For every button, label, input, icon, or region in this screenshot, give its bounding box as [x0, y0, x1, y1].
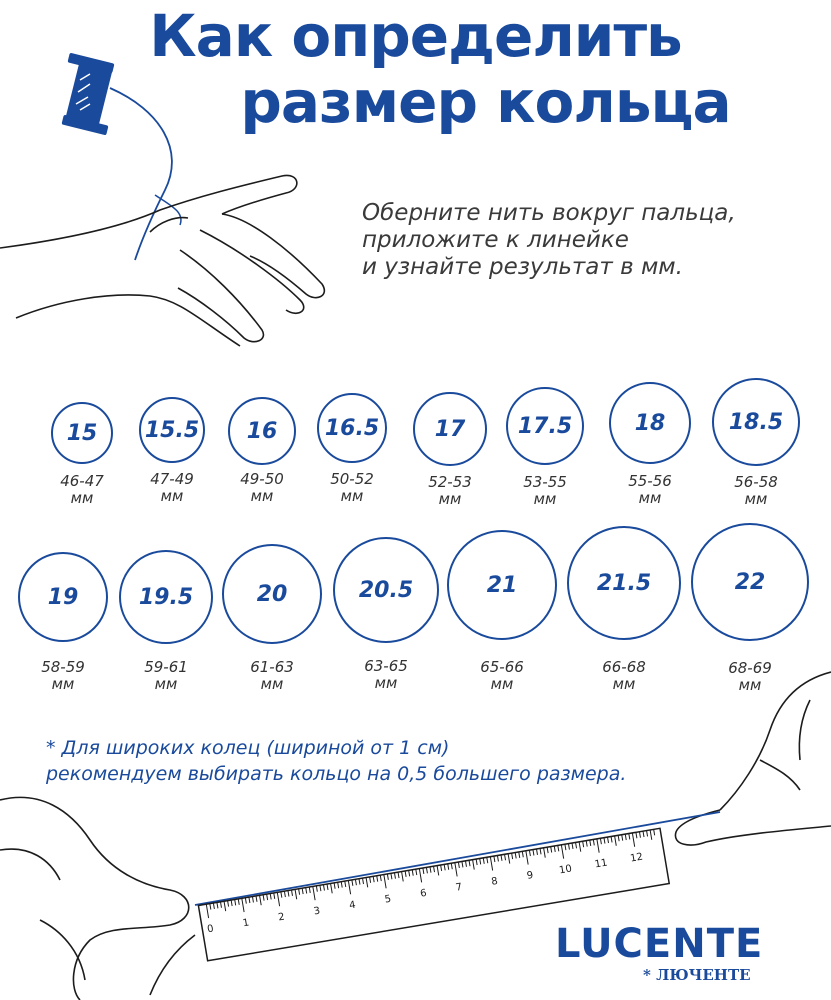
- size-unit: мм: [260, 675, 284, 693]
- ruler-number: 3: [312, 905, 322, 918]
- instruction-line: и узнайте результат в мм.: [362, 254, 683, 280]
- size-unit: мм: [638, 489, 662, 507]
- ring-size-item: [604, 382, 696, 507]
- ruler-number: 10: [558, 863, 573, 877]
- ring-size-item: [40, 400, 124, 507]
- ruler-number: 4: [348, 899, 357, 912]
- size-range: 53-55: [523, 473, 567, 491]
- ring-size-item: [564, 526, 684, 693]
- ring-circle-21: 21: [447, 530, 557, 640]
- page-title-line-1: Как определить: [149, 2, 682, 70]
- ring-circle-16: 16: [228, 397, 296, 465]
- ring-size-item: [220, 397, 304, 505]
- ring-circle-17-5: 17.5: [506, 387, 584, 465]
- size-unit: мм: [744, 490, 768, 508]
- size-unit: мм: [154, 675, 178, 693]
- ring-circle-20-5: 20.5: [333, 537, 439, 643]
- ring-size-item: [688, 523, 812, 694]
- ring-circle-20: 20: [222, 544, 322, 644]
- page-title-line-2: размер кольца: [240, 68, 731, 136]
- size-unit: мм: [490, 675, 514, 693]
- ring-size-item: [220, 544, 324, 693]
- ring-size-item: [116, 550, 216, 693]
- size-range: 68-69: [728, 659, 772, 677]
- ring-circle-18: 18: [609, 382, 691, 464]
- note-line: рекомендуем выбирать кольцо на 0,5 большего размера.: [46, 763, 627, 785]
- ruler-number: 5: [383, 893, 393, 906]
- instruction-line: приложите к линейке: [362, 227, 629, 253]
- size-unit: мм: [250, 487, 274, 505]
- ruler-number: 2: [277, 911, 286, 924]
- wide-rings-note: [46, 735, 626, 787]
- ruler-number: 1: [241, 917, 251, 930]
- ring-circle-19-5: 19.5: [119, 550, 213, 644]
- size-range: 65-66: [480, 658, 524, 676]
- size-range: 55-56: [628, 472, 672, 490]
- ring-circle-16-5: 16.5: [317, 393, 387, 463]
- ruler-number: 8: [490, 875, 499, 888]
- ruler-number: 12: [629, 851, 644, 865]
- note-line: * Для широких колец (шириной от 1 см): [46, 737, 450, 759]
- ruler-number: 0: [206, 923, 215, 936]
- size-unit: мм: [738, 676, 762, 694]
- logo-subtitle: * ЛЮЧЕНТЕ: [643, 966, 751, 984]
- ring-circle-15-5: 15.5: [139, 397, 205, 463]
- brand-logo: [555, 922, 763, 984]
- size-range: 63-65: [364, 657, 408, 675]
- ring-size-item: [444, 530, 560, 693]
- size-unit: мм: [533, 490, 557, 508]
- size-range: 58-59: [41, 658, 85, 676]
- right-hand-illustration: [675, 672, 831, 845]
- hand-with-thread-illustration: [0, 175, 324, 346]
- size-range: 66-68: [602, 658, 646, 676]
- instruction-line: Оберните нить вокруг пальца,: [362, 200, 736, 226]
- ring-circle-15: 15: [51, 402, 113, 464]
- size-range: 47-49: [150, 470, 194, 488]
- thread-spool-icon: [61, 53, 114, 136]
- size-unit: мм: [70, 489, 94, 507]
- size-unit: мм: [160, 487, 184, 505]
- size-range: 59-61: [144, 658, 188, 676]
- ruler-number: 6: [419, 887, 428, 900]
- ring-size-item: [500, 387, 590, 508]
- ring-size-item: [130, 397, 214, 505]
- ruler-number: 7: [454, 881, 464, 894]
- size-range: 46-47: [60, 472, 104, 490]
- ring-size-item: [708, 378, 804, 508]
- thread-line: [110, 88, 172, 260]
- size-range: 50-52: [330, 470, 374, 488]
- size-range: 49-50: [240, 470, 284, 488]
- ring-circle-21-5: 21.5: [567, 526, 681, 640]
- ring-circle-17: 17: [413, 392, 487, 466]
- size-range: 52-53: [428, 473, 472, 491]
- ruler-number: 11: [593, 857, 609, 871]
- size-unit: мм: [340, 487, 364, 505]
- size-unit: мм: [374, 674, 398, 692]
- ring-size-item: [406, 392, 494, 508]
- size-unit: мм: [438, 490, 462, 508]
- ring-circle-19: 19: [18, 552, 108, 642]
- ring-size-item: [330, 537, 442, 692]
- size-range: 56-58: [734, 473, 778, 491]
- ring-circle-18-5: 18.5: [712, 378, 800, 466]
- left-hand-illustration: [0, 797, 195, 1000]
- size-unit: мм: [612, 675, 636, 693]
- ruler-number: 9: [526, 869, 535, 882]
- size-range: 61-63: [250, 658, 294, 676]
- ring-circle-22: 22: [691, 523, 809, 641]
- logo-brand-text: LUCENTE: [555, 921, 764, 967]
- instruction-text: [362, 200, 736, 281]
- ring-size-item: [15, 552, 111, 693]
- ring-size-item: [310, 393, 394, 505]
- size-unit: мм: [51, 675, 75, 693]
